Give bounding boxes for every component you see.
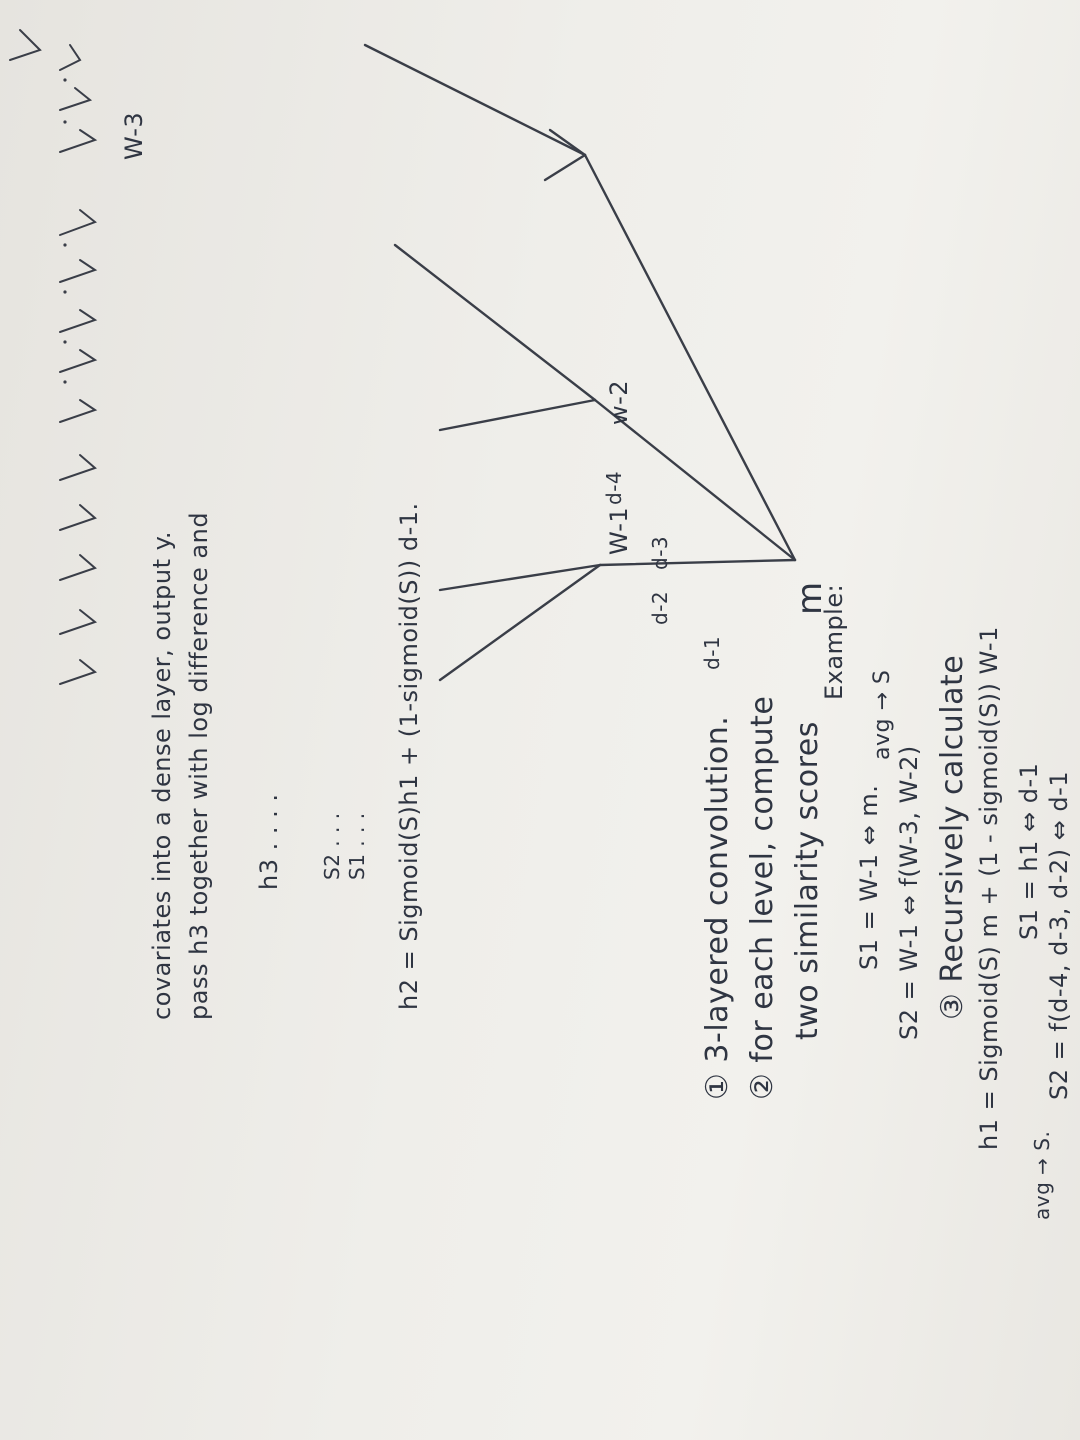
h3-text: h3 . . . . [255, 793, 283, 890]
leaf-label-d4: d-4 [602, 470, 626, 505]
example-s2: S2 = W-1 ⇔ f(W-3, W-2) [895, 745, 923, 1040]
dots-s1: S1 . . . [345, 812, 369, 880]
example-s1: S1 = W-1 ⇔ m. [855, 784, 883, 970]
step-3-heading: ③ Recursively calculate [935, 654, 970, 1020]
h1-formula: h1 = Sigmoid(S) m + (1 - sigmoid(S)) W-1 [975, 626, 1003, 1150]
leaf-label-d2: d-2 [648, 590, 672, 625]
branch-label-w1: W-1 [605, 506, 633, 555]
step-2-subtext: two similarity scores [790, 721, 825, 1040]
avg-s-bottom: avg → S. [1030, 1130, 1054, 1220]
example-label: Example: [820, 583, 848, 700]
branch-label-w2: w-2 [605, 379, 633, 425]
branch-label-w3: W-3 [120, 111, 148, 160]
leaf-label-d3: d-3 [648, 535, 672, 570]
h2-formula: h2 = Sigmoid(S)h1 + (1-sigmoid(S)) d-1. [395, 502, 423, 1010]
root-label-m: m [790, 581, 830, 615]
leaf-label-d1: d-1 [700, 635, 724, 670]
recursive-s1: S1 = h1 ⇔ d-1 [1015, 762, 1043, 940]
pass-line-1: pass h3 together with log difference and [185, 511, 213, 1020]
dots-s2: S2 . . . [320, 812, 344, 880]
step-1-heading: ① 3-layered convolution. [700, 715, 735, 1100]
recursive-s2: S2 = f(d-4, d-3, d-2) ⇔ d-1 [1045, 770, 1073, 1100]
pass-line-2: covariates into a dense layer, output y. [148, 530, 176, 1020]
step-2-heading: ② for each level, compute [745, 695, 780, 1100]
avg-s-top: avg → S [870, 669, 895, 760]
